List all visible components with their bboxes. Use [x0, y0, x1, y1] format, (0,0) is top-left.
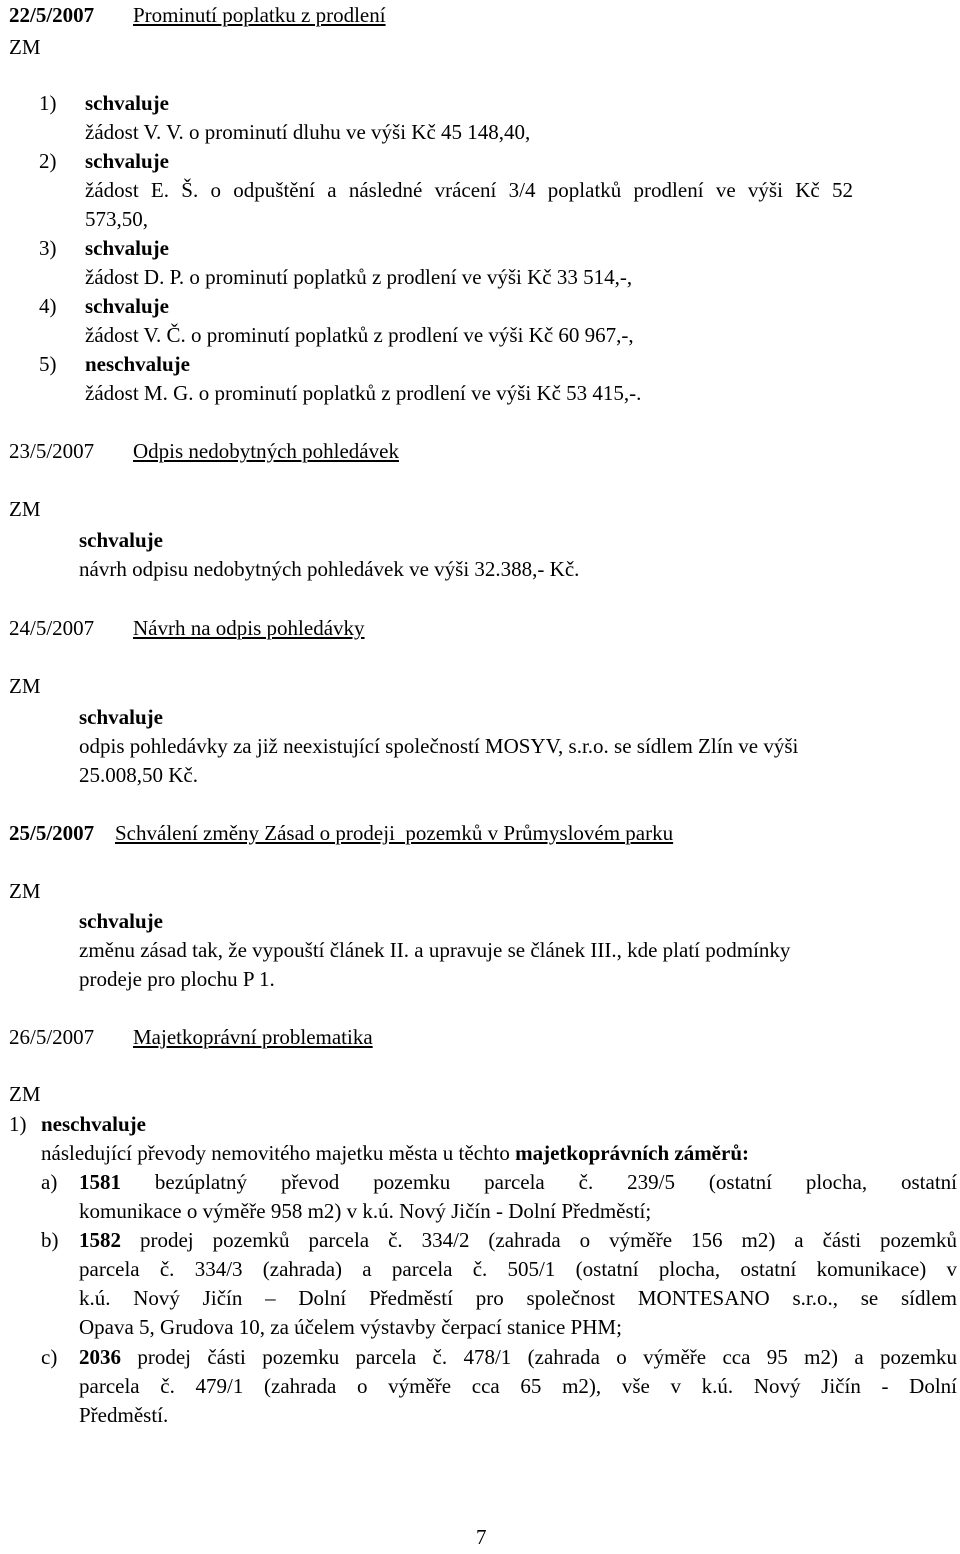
s26-b-text: prodej pozemků parcela č. 334/2 (zahrada o výměře 156 m2) a části pozemků — [121, 1228, 957, 1252]
s22-item-2-text: žádost E. Š. o odpuštění a následné vrácení 3/4 poplatků prodlení ve výši Kč 52 — [85, 178, 853, 202]
s22-number: 22/5/2007 — [9, 3, 95, 27]
s26-c-number: 2036 — [79, 1345, 121, 1369]
s26-c-label: c) — [41, 1345, 58, 1369]
s24-text: odpis pohledávky za již neexistující společností MOSYV, s.r.o. se sídlem Zlín ve výši — [79, 734, 799, 758]
s22-zm: ZM — [9, 35, 41, 59]
s26-c-line1 — [79, 1344, 957, 1370]
s25-title: Schválení změny Zásad o prodeji pozemků v Průmyslovém parku — [115, 821, 674, 845]
s22-item-4-text: žádost V. Č. o prominutí poplatků z prodlení ve výši Kč 60 967,-, — [85, 323, 634, 347]
s26-item-number: 1) — [9, 1112, 27, 1136]
s26-b-line4: Opava 5, Grudova 10, za účelem výstavby čerpací stanice PHM; — [79, 1315, 622, 1339]
s22-item-1-number: 1) — [39, 91, 57, 115]
s22-item-4-verb: schvaluje — [85, 294, 169, 318]
s23-text: návrh odpisu nedobytných pohledávek ve výši 32.388,- Kč. — [79, 557, 580, 581]
s22-title: Prominutí poplatku z prodlení — [133, 3, 386, 27]
s26-intro-bold: majetkoprávních záměrů: — [515, 1141, 749, 1165]
s25-zm: ZM — [9, 879, 41, 903]
s26-b-line1 — [79, 1227, 957, 1253]
s26-a-line1 — [79, 1169, 957, 1195]
s22-item-3-text: žádost D. P. o prominutí poplatků z prodlení ve výši Kč 33 514,-, — [85, 265, 633, 289]
s26-c-text: prodej části pozemku parcela č. 478/1 (zahrada o výměře cca 95 m2) a pozemku — [121, 1345, 957, 1369]
page-number: 7 — [476, 1525, 487, 1549]
s24-verb: schvaluje — [79, 705, 163, 729]
s22-item-5-text: žádost M. G. o prominutí poplatků z prodlení ve výši Kč 53 415,-. — [85, 381, 642, 405]
s23-verb: schvaluje — [79, 528, 163, 552]
s25-text: změnu zásad tak, že vypouští článek II. a upravuje se článek III., kde platí podmínky — [79, 938, 791, 962]
s24-text-cont: 25.008,50 Kč. — [79, 763, 198, 787]
s22-item-2-verb: schvaluje — [85, 149, 169, 173]
s26-c-line2: parcela č. 479/1 (zahrada o výměře cca 65 m2), vše v k.ú. Nový Jičín - Dolní — [79, 1374, 957, 1398]
s26-a-line2: komunikace o výměře 958 m2) v k.ú. Nový Jičín - Dolní Předměstí; — [79, 1199, 652, 1223]
s22-item-5-number: 5) — [39, 352, 57, 376]
s22-item-1-text: žádost V. V. o prominutí dluhu ve výši Kč 45 148,40, — [85, 120, 531, 144]
s23-number: 23/5/2007 — [9, 439, 95, 463]
s22-item-2-number: 2) — [39, 149, 57, 173]
s26-b-number: 1582 — [79, 1228, 121, 1252]
s24-number: 24/5/2007 — [9, 616, 95, 640]
s24-title: Návrh na odpis pohledávky — [133, 616, 365, 640]
s26-a-number: 1581 — [79, 1170, 121, 1194]
s26-c-line3: Předměstí. — [79, 1403, 169, 1427]
s22-item-4-number: 4) — [39, 294, 57, 318]
s22-item-3-verb: schvaluje — [85, 236, 169, 260]
s26-title: Majetkoprávní problematika — [133, 1025, 373, 1049]
s26-b-line2: parcela č. 334/3 (zahrada) a parcela č. 505/1 (ostatní plocha, ostatní komunikace) v — [79, 1257, 957, 1281]
s25-verb: schvaluje — [79, 909, 163, 933]
s22-item-5-verb: neschvaluje — [85, 352, 190, 376]
s26-b-label: b) — [41, 1228, 59, 1252]
s26-b-line3: k.ú. Nový Jičín – Dolní Předměstí pro společnost MONTESANO s.r.o., se sídlem — [79, 1286, 957, 1310]
s22-item-1-verb: schvaluje — [85, 91, 169, 115]
s25-text-cont: prodeje pro plochu P 1. — [79, 967, 275, 991]
s22-item-2-text-cont: 573,50, — [85, 207, 148, 231]
s26-zm: ZM — [9, 1082, 41, 1106]
s23-title: Odpis nedobytných pohledávek — [133, 439, 399, 463]
s26-a-text: bezúplatný převod pozemku parcela č. 239/5 (ostatní plocha, ostatní — [121, 1170, 957, 1194]
s26-number: 26/5/2007 — [9, 1025, 95, 1049]
s26-verb: neschvaluje — [41, 1112, 146, 1136]
s26-a-label: a) — [41, 1170, 58, 1194]
s23-zm: ZM — [9, 497, 41, 521]
s24-zm: ZM — [9, 674, 41, 698]
s26-intro-text: následující převody nemovitého majetku města u těchto — [41, 1141, 516, 1165]
s25-number: 25/5/2007 — [9, 821, 95, 845]
s26-intro — [41, 1140, 749, 1166]
s22-item-3-number: 3) — [39, 236, 57, 260]
